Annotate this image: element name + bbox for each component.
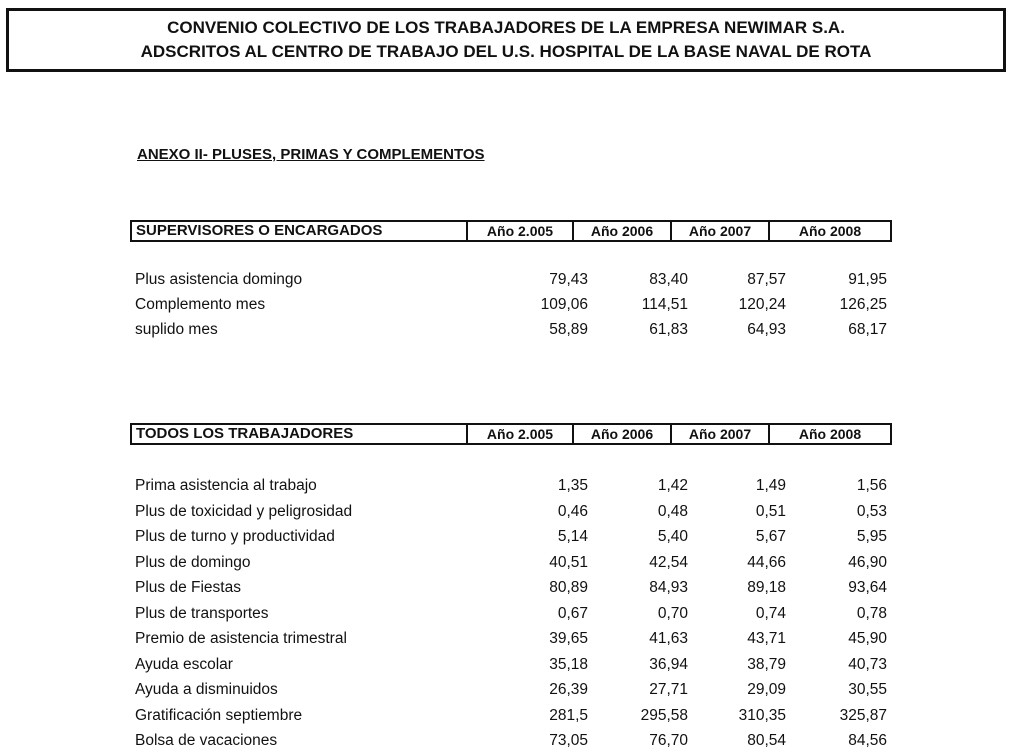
row-label: Plus de transportes [135,604,269,622]
row-value: 27,71 [649,681,688,698]
row-value: 325,87 [839,706,887,724]
row-value: 43,71 [747,630,786,647]
row-value: 0,46 [557,502,588,520]
row-label: Ayuda escolar [135,655,233,673]
row-value: 281,5 [549,706,588,724]
year-header: Año 2008 [770,423,892,445]
table-row [0,271,1019,295]
row-value: 109,06 [540,296,588,313]
row-value: 0,48 [657,502,688,520]
year-header: Año 2.005 [468,423,574,445]
row-value: 1,49 [755,477,786,494]
row-label: Gratificación septiembre [135,706,303,724]
table-row [0,579,1019,603]
year-header: Año 2006 [574,220,672,242]
row-value: 38,79 [747,655,786,673]
row-value: 35,18 [549,655,588,673]
row-label: Plus de toxicidad y peligrosidad [135,502,353,520]
table-row [0,477,1019,501]
year-header: Año 2007 [672,220,770,242]
row-value: 1,56 [856,477,887,494]
row-label: Plus asistencia domingo [135,271,303,288]
row-value: 1,42 [657,477,688,494]
row-value: 310,35 [738,706,786,724]
row-value: 0,67 [557,604,588,622]
table-row [0,630,1019,654]
row-value: 114,51 [641,296,688,313]
table-row [0,732,1019,756]
table-row [0,681,1019,705]
row-value: 76,70 [649,732,688,749]
row-value: 46,90 [848,553,887,571]
table-header [130,423,892,445]
annex-title: ANEXO II- PLUSES, PRIMAS Y COMPLEMENTOS [137,146,485,163]
row-value: 126,25 [839,296,887,313]
row-label: Ayuda a disminuidos [135,681,278,698]
table-row [0,528,1019,552]
row-value: 36,94 [649,655,688,673]
row-value: 80,89 [549,579,588,596]
row-value: 5,40 [657,528,688,545]
row-value: 41,63 [649,630,688,647]
table-row [0,656,1019,680]
row-value: 5,95 [856,528,887,545]
header-line-1: CONVENIO COLECTIVO DE LOS TRABAJADORES DE LA EMPRESA NEWIMAR S.A. [167,18,845,37]
row-value: 0,70 [657,604,688,622]
table-row [0,707,1019,731]
row-value: 0,74 [755,604,786,622]
year-header: Año 2008 [770,220,892,242]
row-value: 42,54 [649,553,688,571]
row-value: 58,89 [549,321,588,338]
row-value: 39,65 [549,630,588,647]
year-header: Año 2.005 [468,220,574,242]
table-row [0,554,1019,578]
document-header [6,8,1006,72]
table-row [0,296,1019,320]
row-value: 0,53 [856,502,887,520]
row-value: 91,95 [848,271,887,288]
table-header [130,220,892,242]
row-value: 0,51 [755,502,786,520]
row-value: 5,14 [557,528,588,545]
row-label: Plus de domingo [135,553,251,571]
row-value: 87,57 [747,271,786,288]
row-label: Complemento mes [135,296,266,313]
row-value: 45,90 [848,630,887,647]
header-line-2: ADSCRITOS AL CENTRO DE TRABAJO DEL U.S. HOSPITAL DE LA BASE NAVAL DE ROTA [140,42,872,61]
table-row [0,605,1019,629]
row-value: 93,64 [848,579,887,596]
year-header: Año 2006 [574,423,672,445]
category-header: SUPERVISORES O ENCARGADOS [130,220,468,242]
row-value: 295,58 [640,706,688,724]
row-value: 89,18 [747,579,786,596]
row-value: 5,67 [755,528,786,545]
row-value: 68,17 [848,321,887,338]
row-value: 61,83 [649,321,688,338]
row-value: 44,66 [747,553,786,571]
row-value: 83,40 [649,271,688,288]
row-value: 84,56 [848,732,887,749]
row-value: 120,24 [738,296,786,313]
row-label: Premio de asistencia trimestral [135,630,347,647]
row-value: 73,05 [549,732,588,749]
row-label: Plus de turno y productividad [135,528,335,545]
row-value: 26,39 [549,681,588,698]
row-value: 64,93 [747,321,786,338]
category-header: TODOS LOS TRABAJADORES [130,423,468,445]
row-value: 29,09 [747,681,786,698]
row-value: 1,35 [557,477,588,494]
year-header: Año 2007 [672,423,770,445]
row-value: 79,43 [549,271,588,288]
row-value: 80,54 [747,732,786,749]
row-label: Prima asistencia al trabajo [135,477,317,494]
row-value: 0,78 [856,604,887,622]
row-value: 84,93 [649,579,688,596]
row-label: Plus de Fiestas [135,579,241,596]
row-label: suplido mes [135,321,218,338]
row-label: Bolsa de vacaciones [135,732,278,749]
table-row [0,321,1019,345]
row-value: 40,73 [848,655,887,673]
row-value: 40,51 [549,553,588,571]
row-value: 30,55 [848,681,887,698]
table-row [0,503,1019,527]
